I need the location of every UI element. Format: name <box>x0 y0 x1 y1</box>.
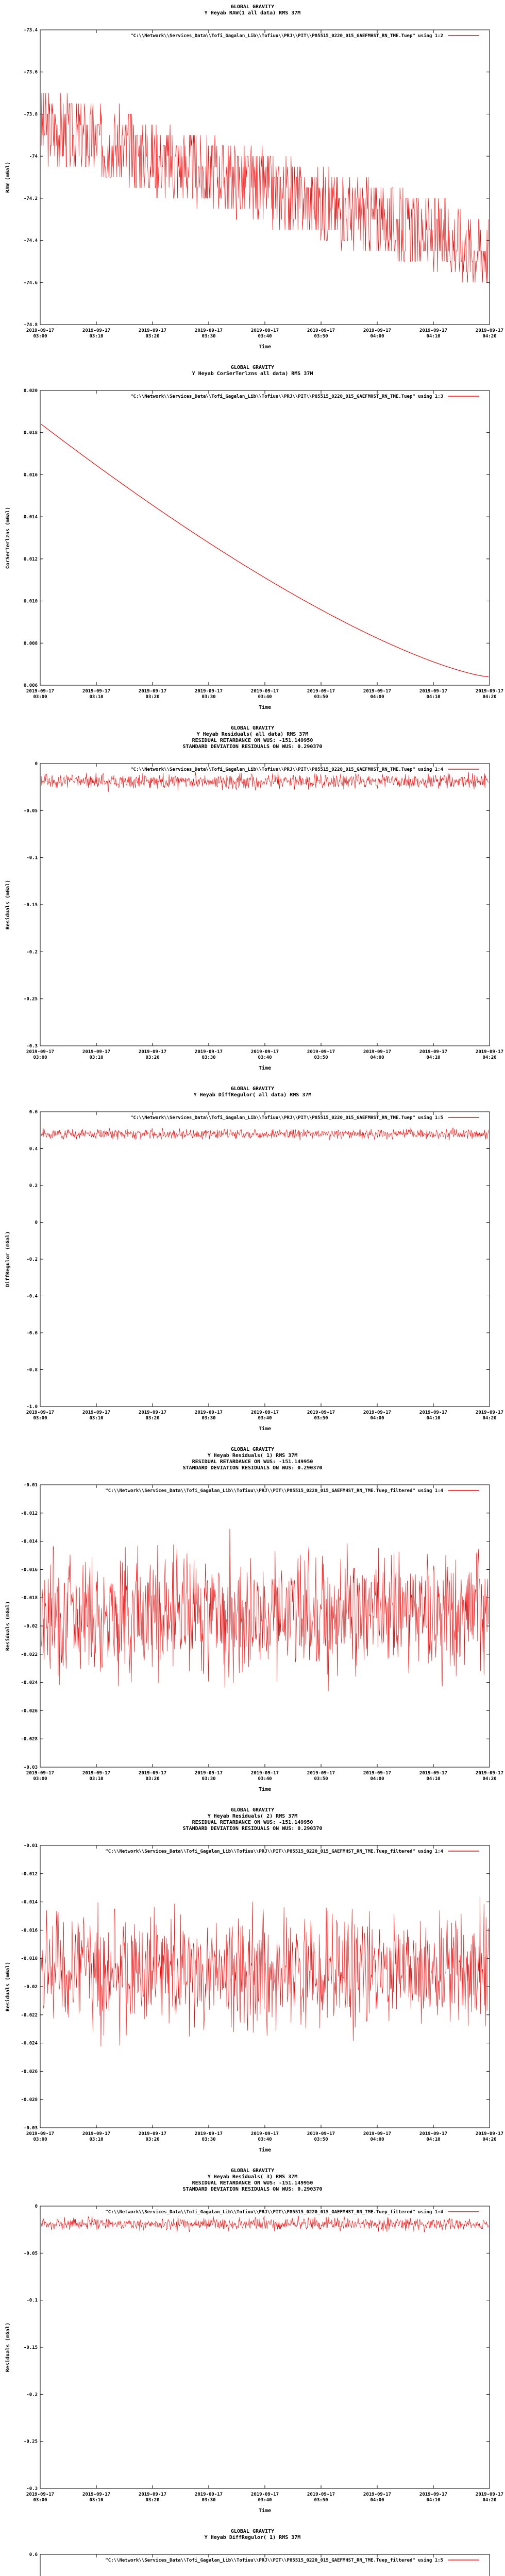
x-tick-label: 2019-09-17 04:10 <box>419 689 448 700</box>
y-tick-label: -0.02 <box>23 1985 38 1990</box>
chart-title-line: STANDARD DEVIATION RESIDUALS ON WUS: 0.290370 <box>182 1826 323 1832</box>
y-tick-label: -0.026 <box>21 2069 38 2075</box>
x-axis-label: Time <box>258 1065 272 1071</box>
y-tick-label: 0.6 <box>29 2552 38 2557</box>
y-tick-label: 0.6 <box>29 1110 38 1115</box>
y-tick-label: -0.026 <box>21 1708 38 1714</box>
y-tick-label: 0.4 <box>29 1146 38 1152</box>
x-tick-label: 2019-09-17 03:10 <box>82 328 111 339</box>
y-tick-label: -74.8 <box>23 323 38 328</box>
series-line <box>41 424 489 676</box>
chart-panel-8 <box>0 2524 505 2576</box>
x-tick-label: 2019-09-17 03:10 <box>82 2492 111 2503</box>
x-tick-label: 2019-09-17 03:10 <box>82 1049 111 1060</box>
y-tick-label: 0.012 <box>23 556 38 562</box>
y-tick-label: -0.05 <box>23 2251 38 2257</box>
x-tick-label: 2019-09-17 03:40 <box>250 1410 279 1421</box>
series-line <box>41 1897 489 2047</box>
plot-frame <box>40 391 490 685</box>
x-tick-label: 2019-09-17 03:10 <box>82 1410 111 1421</box>
y-axis-label: Residuals (mGal) <box>5 2322 11 2372</box>
chart-title-line: Y Heyab DiffRegulor( all data) RMS 37M <box>193 1092 312 1098</box>
x-tick-label: 2019-09-17 03:40 <box>250 328 279 339</box>
x-tick-label: 2019-09-17 04:20 <box>475 1049 504 1060</box>
y-tick-label: 0.006 <box>23 683 38 688</box>
y-tick-label: -0.25 <box>23 2439 38 2445</box>
y-tick-label: 0.018 <box>23 430 38 436</box>
chart-title-line: RESIDUAL RETARDANCE ON WUS: -151.149950 <box>192 738 313 743</box>
y-tick-label: -0.6 <box>26 1331 38 1336</box>
y-tick-label: -0.022 <box>21 1652 38 1657</box>
y-tick-label: 0.008 <box>23 641 38 647</box>
x-tick-label: 2019-09-17 04:20 <box>475 2131 504 2142</box>
x-axis-label: Time <box>258 2508 272 2514</box>
y-tick-label: -74.2 <box>23 196 38 201</box>
x-tick-label: 2019-09-17 04:10 <box>419 328 448 339</box>
x-axis-label: Time <box>258 1426 272 1432</box>
y-axis-label: CorSerTerlzns (mGal) <box>5 506 11 569</box>
y-tick-label: -73.6 <box>23 70 38 75</box>
y-tick-label: 0 <box>35 761 38 767</box>
x-tick-label: 2019-09-17 03:20 <box>138 2492 167 2503</box>
y-tick-label: -0.2 <box>26 950 38 955</box>
y-tick-label: -0.018 <box>21 1956 38 1962</box>
y-tick-label: -0.018 <box>21 1596 38 1601</box>
x-tick-label: 2019-09-17 04:00 <box>363 1771 392 1782</box>
x-tick-label: 2019-09-17 04:10 <box>419 2492 448 2503</box>
x-tick-label: 2019-09-17 03:20 <box>138 328 167 339</box>
x-tick-label: 2019-09-17 03:40 <box>250 1049 279 1060</box>
y-tick-label: -0.022 <box>21 2012 38 2018</box>
x-tick-label: 2019-09-17 03:00 <box>26 1771 55 1782</box>
chart-title-line: GLOBAL GRAVITY <box>230 1447 275 1452</box>
y-tick-label: 0.020 <box>23 388 38 394</box>
series-line <box>41 1529 489 1691</box>
series-line <box>41 1127 489 1141</box>
series-line <box>41 2216 489 2232</box>
chart-title-line: Y Heyab Residuals( 2) RMS 37M <box>207 1814 298 1819</box>
y-tick-label: -0.15 <box>23 903 38 908</box>
legend-label: "C:\\Network\\Services_Data\\Tofi_Gagalan_Lib\\Tofiuu\\PRJ\\PIT\\P85515_0220_015_GAEFMHST_RN_TME.Tuep" using 1:2 <box>130 33 443 39</box>
y-tick-label: -74 <box>29 154 38 160</box>
x-tick-label: 2019-09-17 04:10 <box>419 1049 448 1060</box>
y-tick-label: 0 <box>35 2204 38 2209</box>
x-tick-label: 2019-09-17 03:40 <box>250 2492 279 2503</box>
x-tick-label: 2019-09-17 04:00 <box>363 2131 392 2142</box>
x-tick-label: 2019-09-17 04:00 <box>363 2492 392 2503</box>
x-tick-label: 2019-09-17 03:30 <box>194 2131 223 2142</box>
chart-panel-6 <box>0 1803 505 2164</box>
x-tick-label: 2019-09-17 03:50 <box>307 2131 335 2142</box>
x-tick-label: 2019-09-17 04:10 <box>419 1410 448 1421</box>
y-axis-label: Residuals (mGal) <box>5 1961 11 2012</box>
chart-title-line: RESIDUAL RETARDANCE ON WUS: -151.149950 <box>192 1820 313 1825</box>
x-tick-label: 2019-09-17 03:10 <box>82 2131 111 2142</box>
y-axis-label: Residuals (mGal) <box>5 1601 11 1651</box>
x-tick-label: 2019-09-17 03:40 <box>250 1771 279 1782</box>
plot-frame <box>40 30 490 325</box>
plot-frame <box>40 1845 490 2128</box>
x-tick-label: 2019-09-17 04:20 <box>475 1771 504 1782</box>
x-tick-label: 2019-09-17 03:20 <box>138 1771 167 1782</box>
y-tick-label: 0.2 <box>29 1183 38 1189</box>
x-tick-label: 2019-09-17 04:00 <box>363 1410 392 1421</box>
legend-label: "C:\\Network\\Services_Data\\Tofi_Gagalan_Lib\\Tofiuu\\PRJ\\PIT\\P85515_0220_015_GAEFMHST_RN_TME.Tuep" using 1:4 <box>130 767 443 772</box>
y-tick-label: 0.014 <box>23 515 38 520</box>
y-tick-label: -0.25 <box>23 996 38 1002</box>
x-tick-label: 2019-09-17 03:50 <box>307 689 335 700</box>
x-tick-label: 2019-09-17 04:00 <box>363 1049 392 1060</box>
x-tick-label: 2019-09-17 03:50 <box>307 328 335 339</box>
x-tick-label: 2019-09-17 03:00 <box>26 2492 55 2503</box>
x-tick-label: 2019-09-17 03:00 <box>26 2131 55 2142</box>
x-tick-label: 2019-09-17 03:00 <box>26 328 55 339</box>
y-tick-label: 0 <box>35 1220 38 1226</box>
x-tick-label: 2019-09-17 03:50 <box>307 1771 335 1782</box>
legend-label: "C:\\Network\\Services_Data\\Tofi_Gagalan_Lib\\Tofiuu\\PRJ\\PIT\\P85515_0220_015_GAEFMHST_RN_TME.Tuep" using 1:5 <box>130 1115 443 1121</box>
y-axis-label: DiffRegulor (mGal) <box>5 1231 11 1287</box>
y-tick-label: -0.014 <box>21 1539 38 1545</box>
y-tick-label: -0.4 <box>26 1294 38 1299</box>
chart-title-line: GLOBAL GRAVITY <box>230 1086 275 1092</box>
y-tick-label: -74.4 <box>23 238 38 244</box>
plot-frame <box>40 2206 490 2488</box>
y-tick-label: -0.02 <box>23 1624 38 1629</box>
y-tick-label: -0.012 <box>21 1511 38 1516</box>
x-tick-label: 2019-09-17 03:00 <box>26 1410 55 1421</box>
y-tick-label: -0.016 <box>21 1567 38 1573</box>
y-tick-label: -0.05 <box>23 808 38 814</box>
legend-label: "C:\\Network\\Services_Data\\Tofi_Gagalan_Lib\\Tofiuu\\PRJ\\PIT\\P85515_0220_015_GAEFMHST_RN_TME.Tuep_filtered" using 1:4 <box>105 2210 443 2215</box>
x-axis-label: Time <box>258 705 272 710</box>
chart-panel-1 <box>0 0 505 361</box>
chart-title-line: GLOBAL GRAVITY <box>230 365 275 370</box>
plot-frame <box>40 764 490 1046</box>
chart-title-line: Y Heyab Residuals( 1) RMS 37M <box>207 1453 298 1459</box>
x-tick-label: 2019-09-17 03:50 <box>307 2492 335 2503</box>
y-tick-label: -0.012 <box>21 1871 38 1877</box>
chart-panel-7 <box>0 2164 505 2524</box>
y-tick-label: -0.1 <box>26 855 38 861</box>
x-axis-label: Time <box>258 344 272 350</box>
chart-title-line: Y Heyab RAW(1 all data) RMS 37M <box>204 10 301 16</box>
y-tick-label: -0.024 <box>21 1680 38 1686</box>
y-tick-label: -0.016 <box>21 1928 38 1934</box>
x-tick-label: 2019-09-17 04:20 <box>475 1410 504 1421</box>
y-tick-label: -0.15 <box>23 2345 38 2350</box>
chart-title-line: RESIDUAL RETARDANCE ON WUS: -151.149950 <box>192 2180 313 2186</box>
chart-title-line: Y Heyab Residuals( 3) RMS 37M <box>207 2174 298 2180</box>
y-axis-label: Residuals (mGal) <box>5 879 11 930</box>
y-tick-label: -73.8 <box>23 112 38 117</box>
x-tick-label: 2019-09-17 04:00 <box>363 689 392 700</box>
x-tick-label: 2019-09-17 03:10 <box>82 1771 111 1782</box>
x-tick-label: 2019-09-17 03:30 <box>194 1049 223 1060</box>
x-axis-label: Time <box>258 2147 272 2153</box>
y-tick-label: 0.010 <box>23 599 38 604</box>
legend-label: "C:\\Network\\Services_Data\\Tofi_Gagalan_Lib\\Tofiuu\\PRJ\\PIT\\P85515_0220_015_GAEFMHST_RN_TME.Tuep_filtered" using 1:5 <box>105 2558 443 2563</box>
y-tick-label: -0.3 <box>26 2486 38 2492</box>
chart-title-line: GLOBAL GRAVITY <box>230 2168 275 2174</box>
chart-title-line: GLOBAL GRAVITY <box>230 2529 275 2534</box>
legend-label: "C:\\Network\\Services_Data\\Tofi_Gagalan_Lib\\Tofiuu\\PRJ\\PIT\\P85515_0220_015_GAEFMHST_RN_TME.Tuep" using 1:3 <box>130 394 443 399</box>
y-tick-label: -0.014 <box>21 1900 38 1905</box>
chart-panel-5 <box>0 1443 505 1803</box>
y-tick-label: -0.01 <box>23 1843 38 1849</box>
x-tick-label: 2019-09-17 03:30 <box>194 1410 223 1421</box>
y-tick-label: -0.028 <box>21 1737 38 1742</box>
chart-title-line: RESIDUAL RETARDANCE ON WUS: -151.149950 <box>192 1459 313 1465</box>
x-axis-label: Time <box>258 1787 272 1792</box>
chart-title-line: Y Heyab DiffRegulor( 1) RMS 37M <box>204 2535 301 2540</box>
y-tick-label: -0.3 <box>26 1044 38 1049</box>
x-tick-label: 2019-09-17 03:30 <box>194 1771 223 1782</box>
chart-title-line: Y Heyab Residuals( all data) RMS 37M <box>196 732 309 737</box>
y-tick-label: -0.03 <box>23 1765 38 1770</box>
x-tick-label: 2019-09-17 04:10 <box>419 1771 448 1782</box>
y-tick-label: -0.2 <box>26 2392 38 2398</box>
x-tick-label: 2019-09-17 03:00 <box>26 1049 55 1060</box>
x-tick-label: 2019-09-17 03:40 <box>250 689 279 700</box>
x-tick-label: 2019-09-17 04:20 <box>475 2492 504 2503</box>
y-tick-label: -0.024 <box>21 2041 38 2046</box>
y-tick-label: -0.1 <box>26 2298 38 2303</box>
chart-title-line: GLOBAL GRAVITY <box>230 1807 275 1813</box>
chart-panel-3 <box>0 721 505 1082</box>
series-line <box>41 93 489 283</box>
legend-label: "C:\\Network\\Services_Data\\Tofi_Gagalan_Lib\\Tofiuu\\PRJ\\PIT\\P85515_0220_015_GAEFMHST_RN_TME.Tuep_filtered" using 1:4 <box>105 1488 443 1494</box>
y-tick-label: -0.2 <box>26 1257 38 1262</box>
x-tick-label: 2019-09-17 03:20 <box>138 689 167 700</box>
chart-title-line: GLOBAL GRAVITY <box>230 725 275 731</box>
x-tick-label: 2019-09-17 04:00 <box>363 328 392 339</box>
y-tick-label: -0.01 <box>23 1483 38 1488</box>
x-tick-label: 2019-09-17 04:10 <box>419 2131 448 2142</box>
y-axis-label: RAW (mGal) <box>5 161 11 193</box>
x-tick-label: 2019-09-17 03:20 <box>138 1410 167 1421</box>
x-tick-label: 2019-09-17 03:10 <box>82 689 111 700</box>
x-tick-label: 2019-09-17 03:30 <box>194 689 223 700</box>
x-tick-label: 2019-09-17 03:20 <box>138 1049 167 1060</box>
x-tick-label: 2019-09-17 03:30 <box>194 328 223 339</box>
x-tick-label: 2019-09-17 04:20 <box>475 689 504 700</box>
plot-frame <box>40 1112 490 1406</box>
x-tick-label: 2019-09-17 03:30 <box>194 2492 223 2503</box>
x-tick-label: 2019-09-17 03:50 <box>307 1049 335 1060</box>
chart-title-line: STANDARD DEVIATION RESIDUALS ON WUS: 0.290370 <box>182 1465 323 1471</box>
y-tick-label: -0.028 <box>21 2097 38 2103</box>
x-tick-label: 2019-09-17 03:20 <box>138 2131 167 2142</box>
chart-panel-2 <box>0 361 505 721</box>
y-tick-label: -1.0 <box>26 1404 38 1410</box>
chart-title-line: Y Heyab CorSerTerlzns all data) RMS 37M <box>192 371 313 377</box>
chart-title-line: STANDARD DEVIATION RESIDUALS ON WUS: 0.290370 <box>182 744 323 750</box>
chart-title-line: GLOBAL GRAVITY <box>230 4 275 10</box>
y-tick-label: -74.6 <box>23 280 38 286</box>
x-tick-label: 2019-09-17 03:00 <box>26 689 55 700</box>
x-tick-label: 2019-09-17 03:50 <box>307 1410 335 1421</box>
legend-label: "C:\\Network\\Services_Data\\Tofi_Gagalan_Lib\\Tofiuu\\PRJ\\PIT\\P85515_0220_015_GAEFMHST_RN_TME.Tuep_filtered" using 1:4 <box>105 1849 443 1854</box>
x-tick-label: 2019-09-17 04:20 <box>475 328 504 339</box>
y-tick-label: -73.4 <box>23 28 38 33</box>
y-tick-label: 0.016 <box>23 472 38 478</box>
chart-panel-4 <box>0 1082 505 1443</box>
y-tick-label: -0.8 <box>26 1367 38 1373</box>
chart-title-line: STANDARD DEVIATION RESIDUALS ON WUS: 0.290370 <box>182 2187 323 2192</box>
x-tick-label: 2019-09-17 03:40 <box>250 2131 279 2142</box>
y-tick-label: -0.03 <box>23 2126 38 2131</box>
series-line <box>41 772 489 792</box>
